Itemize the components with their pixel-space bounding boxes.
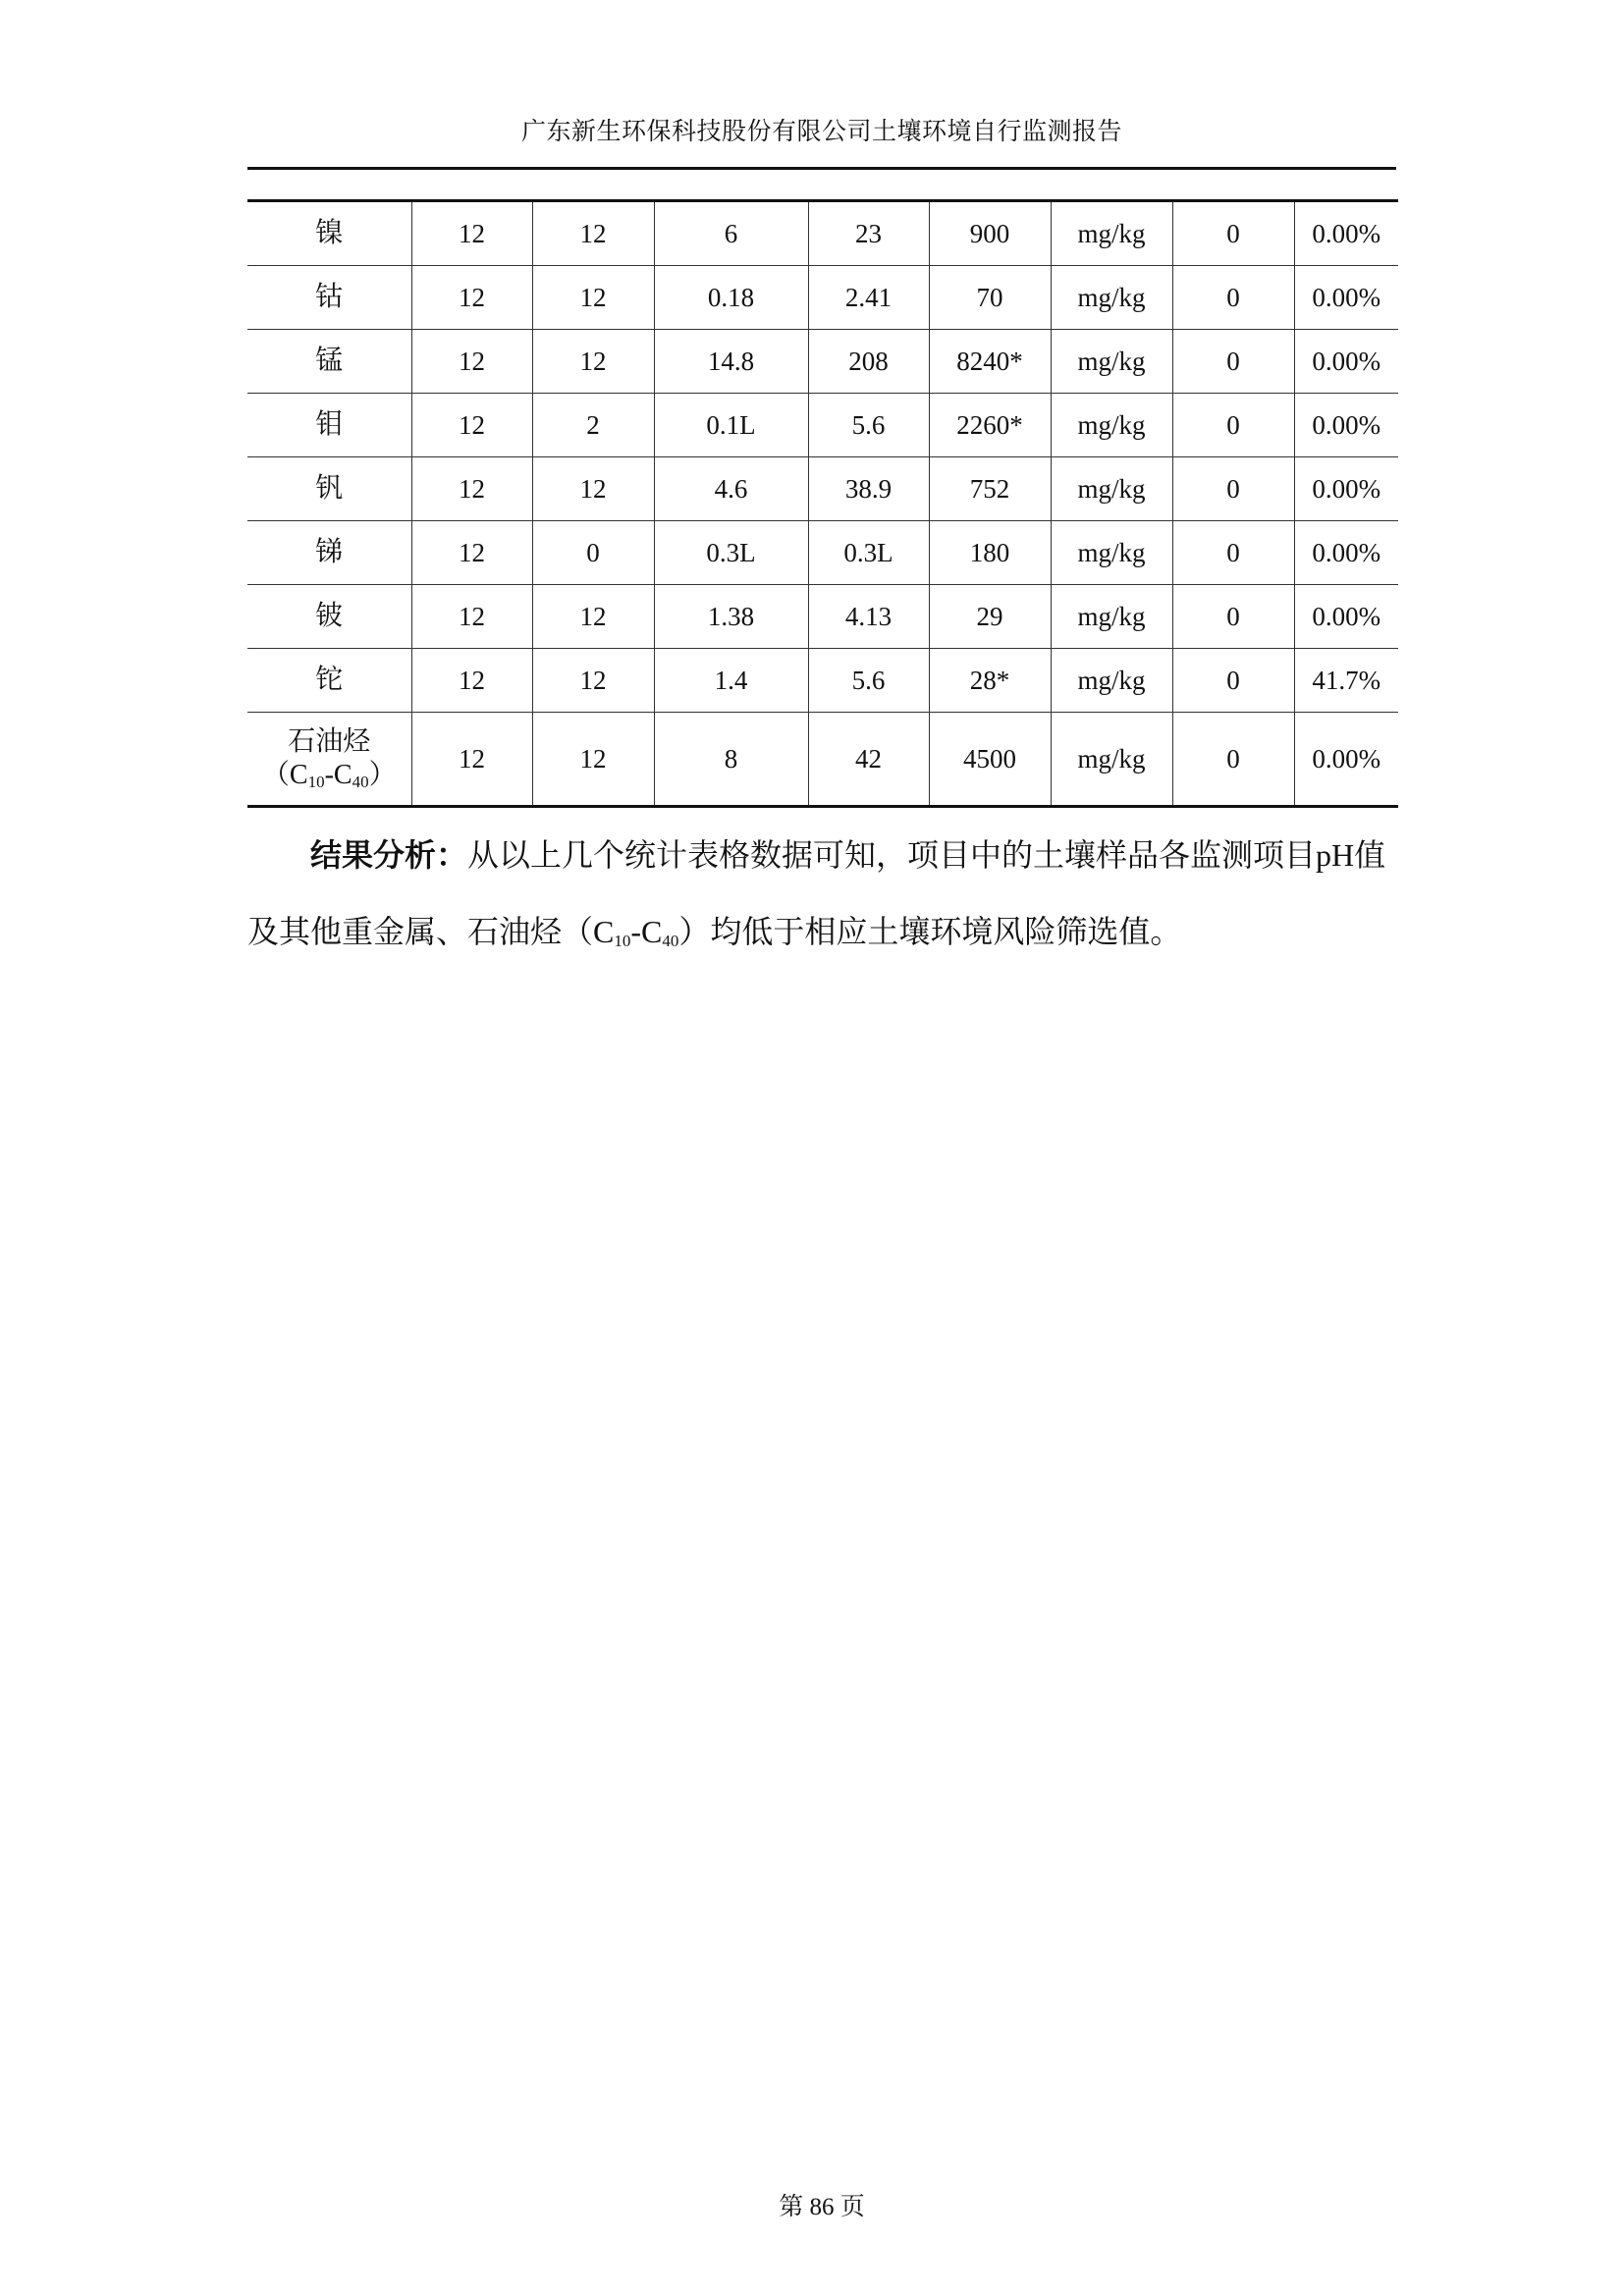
table-cell: 12 (532, 266, 654, 330)
table-cell: 0.00% (1294, 521, 1398, 585)
table-cell: 4.6 (654, 457, 808, 521)
table-row (247, 649, 1398, 713)
table-cell: 0.00% (1294, 457, 1398, 521)
table-cell: 70 (929, 266, 1051, 330)
table-cell: 0.00% (1294, 266, 1398, 330)
table-cell: 12 (411, 330, 532, 394)
item-name-cell: 钴 (247, 266, 411, 330)
table-cell: 0 (1172, 266, 1294, 330)
table-cell: 180 (929, 521, 1051, 585)
monitoring-results-table (247, 199, 1398, 808)
table-cell: 12 (411, 521, 532, 585)
table-cell: 2.41 (808, 266, 929, 330)
table-cell: mg/kg (1051, 713, 1172, 807)
item-name-cell (247, 713, 411, 807)
table-cell: 28* (929, 649, 1051, 713)
table-cell: 12 (532, 330, 654, 394)
table-cell: mg/kg (1051, 521, 1172, 585)
analysis-subscript-1: 10 (614, 932, 631, 950)
table-row (247, 266, 1398, 330)
formula-subscript: 40 (352, 772, 369, 791)
table-cell: 0 (1172, 394, 1294, 457)
item-name-formula (247, 759, 411, 792)
table-cell: 900 (929, 201, 1051, 266)
table-cell: 6 (654, 201, 808, 266)
table-row (247, 394, 1398, 457)
table-cell: 29 (929, 585, 1051, 649)
formula-part: -C (324, 759, 352, 790)
table-cell: 2260* (929, 394, 1051, 457)
table-cell: mg/kg (1051, 330, 1172, 394)
table-cell: mg/kg (1051, 201, 1172, 266)
result-analysis-paragraph (247, 817, 1398, 980)
table-row (247, 521, 1398, 585)
table-cell: 42 (808, 713, 929, 807)
page-number: 第 86 页 (779, 2194, 865, 2220)
table-cell: 12 (411, 713, 532, 807)
table-cell: 0.00% (1294, 201, 1398, 266)
table-row (247, 713, 1398, 807)
table-cell: mg/kg (1051, 585, 1172, 649)
table-cell: 0.18 (654, 266, 808, 330)
item-name-cell: 镍 (247, 201, 411, 266)
item-name-cell: 钼 (247, 394, 411, 457)
header-divider (247, 167, 1396, 170)
table-cell: 8240* (929, 330, 1051, 394)
table-cell: mg/kg (1051, 649, 1172, 713)
table-cell: mg/kg (1051, 266, 1172, 330)
table-cell: 12 (532, 201, 654, 266)
table-row (247, 201, 1398, 266)
table-cell: 12 (411, 649, 532, 713)
table-cell: 4.13 (808, 585, 929, 649)
analysis-subscript-2: 40 (662, 932, 679, 950)
table-cell: 0.00% (1294, 585, 1398, 649)
table-cell: 12 (411, 266, 532, 330)
table-cell: 0.00% (1294, 330, 1398, 394)
table-cell: 2 (532, 394, 654, 457)
item-name-cell: 铍 (247, 585, 411, 649)
table-cell: 0 (1172, 201, 1294, 266)
table-cell: 0.3L (808, 521, 929, 585)
table-row (247, 330, 1398, 394)
table-cell: mg/kg (1051, 394, 1172, 457)
table-cell: 0.3L (654, 521, 808, 585)
table-cell: 0 (1172, 521, 1294, 585)
table-cell: 752 (929, 457, 1051, 521)
item-name-cell: 钒 (247, 457, 411, 521)
table-cell: 5.6 (808, 394, 929, 457)
formula-part: （C (261, 759, 308, 790)
document-header: 广东新生环保科技股份有限公司土壤环境自行监测报告 (520, 119, 1122, 145)
table-cell: 0.1L (654, 394, 808, 457)
table-cell: 4500 (929, 713, 1051, 807)
table-cell: 0.00% (1294, 394, 1398, 457)
table-cell: 12 (532, 457, 654, 521)
table-cell: 5.6 (808, 649, 929, 713)
analysis-label: 结果分析： (310, 837, 468, 873)
analysis-text-1: 从以上几个统计表格数据可知，项目中的土壤样品各监测项目pH值及其他重金属、石油烃（C (247, 837, 1386, 949)
table-cell: 12 (411, 457, 532, 521)
table-cell: 12 (411, 585, 532, 649)
table-row (247, 585, 1398, 649)
table-cell: 0 (1172, 649, 1294, 713)
item-name-cell: 锑 (247, 521, 411, 585)
table-cell: 0 (1172, 330, 1294, 394)
table-cell: 41.7% (1294, 649, 1398, 713)
table-cell: 0 (1172, 585, 1294, 649)
item-name-line: 石油烃 (288, 726, 371, 757)
formula-part: ） (368, 759, 397, 790)
table-cell: 12 (532, 649, 654, 713)
table-cell: 12 (411, 394, 532, 457)
table-cell: 1.4 (654, 649, 808, 713)
table-cell: 14.8 (654, 330, 808, 394)
analysis-text-3: ）均低于相应土壤环境风险筛选值。 (678, 914, 1182, 949)
item-name-cell: 锰 (247, 330, 411, 394)
table-cell: 23 (808, 201, 929, 266)
table-cell: 12 (532, 585, 654, 649)
table-cell: 38.9 (808, 457, 929, 521)
analysis-text-2: -C (630, 914, 663, 949)
table-cell: 12 (532, 713, 654, 807)
table-body (247, 201, 1398, 807)
table-cell: 1.38 (654, 585, 808, 649)
table-row (247, 457, 1398, 521)
table-cell: 0 (1172, 457, 1294, 521)
table-cell: 0 (532, 521, 654, 585)
formula-subscript: 10 (307, 772, 325, 791)
table-cell: mg/kg (1051, 457, 1172, 521)
table-cell: 208 (808, 330, 929, 394)
table-cell: 12 (411, 201, 532, 266)
table-cell: 0 (1172, 713, 1294, 807)
table-cell: 8 (654, 713, 808, 807)
item-name-cell: 铊 (247, 649, 411, 713)
table-cell: 0.00% (1294, 713, 1398, 807)
